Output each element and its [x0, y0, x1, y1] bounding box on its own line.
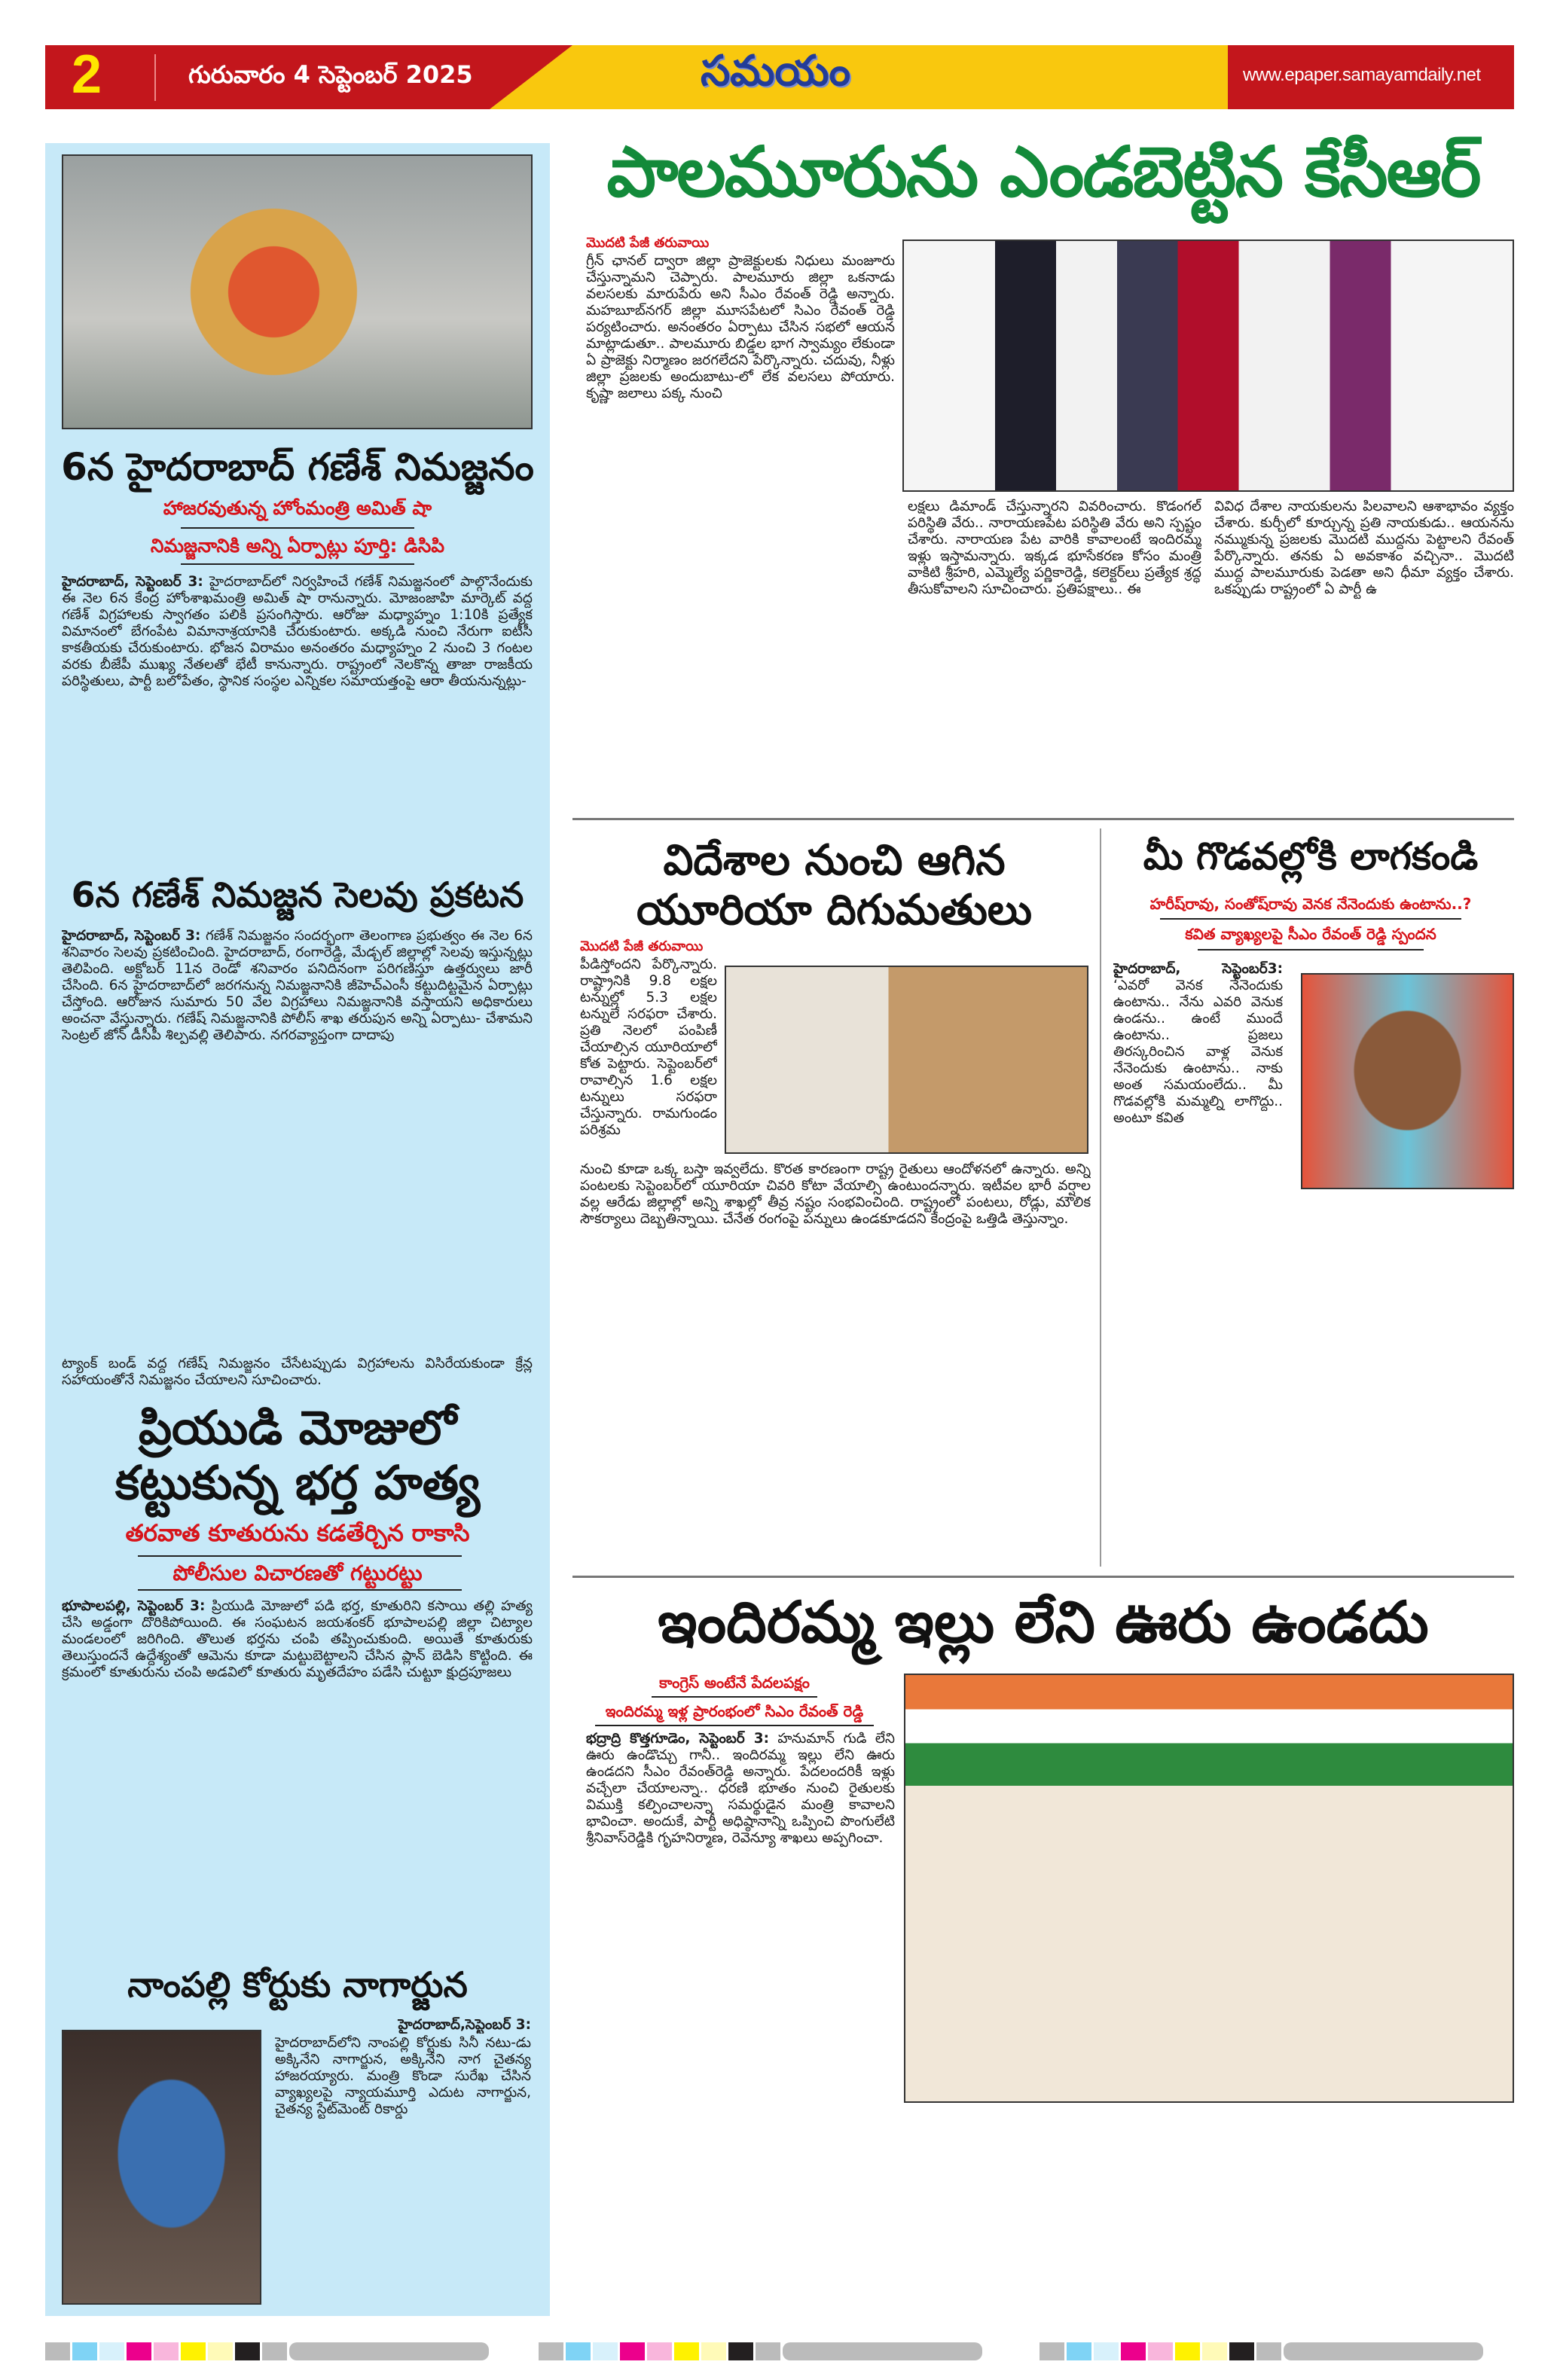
epaper-url[interactable]: www.epaper.samayamdaily.net: [1243, 65, 1481, 85]
header-divider: [154, 54, 156, 101]
article-text: ‘ఎవరో వెనక నేనెందుకు ఉంటాను.. నేను ఎవరి వెనుక ఉండను.. ఉంటే ముందే ఉంటాను.. ప్రజలు తిరస్కరించిన వాళ్ల వెనుక నేనెందుకు ఉంటాను.. నాకు అంత సమయంలేదు.. మీ గొడవల్లోకి మమ్మల్ని లాగొద్దు.. అంటూ కవిత: [1113, 978, 1283, 1126]
holiday-article-body: [62, 928, 533, 1350]
lead-article-col3: వివిధ దేశాల నాయకులను పిలవాలని ఆశాభావం వ్యక్తం చేశారు. కుర్చీలో కూర్చున్న ప్రతి నాయకుడు.. ఆయనను నమ్ముకున్న ప్రజలకు మొదటి ముద్దను పెట్టాలని రేవంత్ పేర్కొన్నారు. తనకు ఏ అవకాశం వచ్చినా.. మొదటి ముద్ద పాలమూరుకు పెడతా అని ధీమా వ్యక్తం చేశారు. ఒకప్పుడు రాష్ట్రంలో ఏ పార్టీ ఉ: [1214, 499, 1514, 597]
dateline: భూపాలపల్లి, సెప్టెంబర్ 3:: [62, 1598, 206, 1614]
ganesh-immersion-photo: [62, 154, 533, 429]
masthead-logo: సమయం: [701, 47, 850, 96]
indiramma-house-inauguration-photo: [904, 1674, 1514, 2103]
section-divider: [572, 1576, 1514, 1578]
article-text: ప్రియుడి మోజులో పడి భర్త, కూతురిని కసాయి తల్లి హత్య చేసి అడ్డంగా దొరికిపోయింది. ఈ సంఘటన జయశంకర్ భూపాలపల్లి జిల్లా చిట్యాల మండలంలో జరిగింది. తొలుత భర్తను చంపి తప్పించుకుంది. అయితే కూతురుకు తెలుస్తుందనే ఉద్దేశ్యంతో ఆమెను కూడా మట్టుబెట్టాలని చేసిన ప్లాన్ బెడిసి కొట్టింది. ఈ క్రమంలో కూతురును చంపి అడవిలో కూతురు మృతదేహం పడేసి చుట్టూ క్షుద్రపూజలు: [62, 1598, 533, 1680]
divider: [138, 1555, 462, 1557]
continued-kicker: మొదటి పేజీ తరువాయి: [586, 235, 710, 251]
murder-headline-line1: ప్రియుడి మోజులో: [138, 1400, 457, 1455]
dateline: హైదరాబాద్, సెప్టెంబర్3:: [1113, 961, 1283, 977]
ganesh-headline: 6న హైదరాబాద్ గణేశ్ నిమజ్జనం: [61, 445, 534, 489]
revanth-subhead-2: కవిత వ్యాఖ్యలపై సీఎం రేవంత్ రెడ్డి స్పందన: [1185, 925, 1436, 943]
article-text: గణేశ్ నిమజ్జనం సందర్భంగా తెలంగాణ ప్రభుత్వం ఈ నెల 6న శనివారం సెలవు ప్రకటించింది. హైదరాబాద్, రంగారెడ్డి, మేడ్చల్ జిల్లాల్లో సెలవు ఇస్తున్నట్లు తెలిపింది. అక్టోబర్ 11న రెండో శనివారం పనిదినంగా పరిగణిస్తూ ఉత్తర్వులు జారీ చేసింది. 6న హైదరాబాద్‌లో జరగనున్న నిమజ్జనానికి జీహెచ్‌ఎంసీ కట్టుదిట్టమైన ఏర్పాట్లు చేస్తోంది. ఆరోజున సుమారు 50 వేల విగ్రహాలు నిమజ్జనానికి వస్తాయని అధికారులు అంచనా వేస్తున్నారు. గణేష్ నిమజ్జనానికి పోలీస్ శాఖ తరుపున అన్ని ఏర్పాటు- చేశామని సెంట్రల్ జోన్ డీసీపీ శిల్పవల్లి తెలిపారు. నగరవ్యాప్తంగా దాదాపు: [62, 928, 533, 1043]
divider: [138, 1589, 462, 1591]
ganesh-subhead-1: హాజరవుతున్న హోంమంత్రి అమిత్ షా: [163, 497, 432, 519]
murder-subhead-1: తరవాత కూతురును కడతేర్చిన రాకాసి: [125, 1520, 470, 1547]
furnace-lighting-event-photo: [902, 240, 1514, 492]
urea-article-body: నుంచి కూడా ఒక్క బస్తా ఇవ్వలేదు. కొరత కారణంగా రాష్ట్ర రైతులు ఆందోళనలో ఉన్నారు. అన్ని పంటలకు సెప్టెంబర్‌లో యూరియా చివరి కోటా వేయాల్సి ఉంటుందన్నారు. ఇటీవల భారీ వర్షాల వల్ల ఆరేడు జిల్లాల్లో అన్ని శాఖల్లో తీవ్ర నష్టం సంభవించింది. రాష్ట్రంలో పంటలు, రోడ్లు, మౌలిక సౌకర్యాలు దెబ్బతిన్నాయి. చేనేత రంగంపై పన్నులు ఉండకూడదని కేంద్రంపై ఒత్తిడి తెస్తున్నాం.: [580, 1161, 1091, 1227]
dateline: హైదరాబాద్, సెప్టెంబర్ 3:: [62, 574, 203, 590]
indiramma-article-body: [586, 1731, 895, 2311]
murder-article-body: [62, 1598, 533, 1952]
dateline: భద్రాద్రి కొత్తగూడెం, సెప్టెంబర్ 3:: [586, 1731, 769, 1747]
lead-article-col2: లక్షలు డిమాండ్ చేస్తున్నారని వివరించారు. కొడంగల్ పరిస్థితి వేరు.. నారాయణపేట పరిస్థితి వేరు అని స్పష్టం చేశారు. నారాయణ పేట వారికి కావాలంటే ఇందిరమ్మ ఇళ్లు ఇస్తామన్నారు. ఇక్కడ భూసేకరణ కోసం మంత్రి వాకిటి శ్రీహరి, ఎమ్మెల్యే పర్ణికారెడ్డి, కలెక్టర్‌లు ప్రత్యేక శ్రద్ధ తీసుకోవాలని సూచించారు. ప్రతిపక్షాలు.. ఈ: [908, 499, 1201, 597]
dateline: హైదరాబాద్,సెప్టెంబర్ 3:: [398, 2017, 531, 2033]
color-registration-bar: [45, 2342, 489, 2360]
article-text: హైదరాబాద్‌లో నిర్వహించే గణేశ్ నిమజ్జనంలో పాల్గొనేందుకు ఈ నెల 6న కేంద్ర హోంశాఖమంత్రి అమిత్ షా రానున్నారు. మోజంజాహి మార్కెట్ వద్ద గణేశ్ విగ్రహాలకు స్వాగతం పలికి ప్రసంగిస్తారు. ఆరోజు మధ్యాహ్నం 1:10కి ప్రత్యేక విమానంలో బేగంపేట విమానాశ్రయానికి చేరుకుంటారు. అక్కడి నుంచి నేరుగా ఐటీసీ కాకతీయకు చేరుకుంటారు. భోజన విరామం అనంతరం మధ్యాహ్నం 2 నుంచి 3 గంటల వరకు బీజేపీ ముఖ్య నేతలతో భేటీ కానున్నారు. రాష్ట్రంలో నెలకొన్న తాజా రాజకీయ పరిస్థితులు, పార్టీ బలోపేతం, స్థానిక సంస్థల ఎన్నికల సమాయత్తంపై ఆరా తీయనున్నట్లు-: [62, 574, 533, 689]
holiday-headline: 6న గణేశ్ నిమజ్జన సెలవు ప్రకటన: [71, 874, 524, 915]
murder-headline-line2: కట్టుకున్న భర్త హత్య: [114, 1455, 481, 1510]
holiday-article-closing: ట్యాంక్ బండ్ వద్ద గణేష్ నిమజ్జనం చేసేటప్పుడు విగ్రహాలను విసిరేయకుండా క్రేన్ల సహాయంతోనే నిమజ్జనం చేయాలని సూచించారు.: [62, 1356, 533, 1388]
nagarjuna-article-body: హైదరాబాద్‌లోని నాంపల్లి కోర్టుకు సినీ నటు-డు అక్కినేని నాగార్జున, అక్కినేని నాగ చైతన్య హాజరయ్యారు. మంత్రి కొండా సురేఖ చేసిన వ్యాఖ్యలపై న్యాయమూర్తి ఎదుట నాగార్జున, చైతన్య స్టేట్‌మెంట్ రికార్డు: [275, 2035, 531, 2117]
nagarjuna-court-photo: [62, 2030, 261, 2305]
dateline: హైదరాబాద్, సెప్టెంబర్ 3:: [62, 928, 201, 944]
color-registration-bar: [539, 2342, 982, 2360]
murder-subhead-2: పోలీసుల విచారణతో గట్టురట్టు: [172, 1561, 423, 1585]
revanth-headline: మీ గొడవల్లోకి లాగకండి: [1143, 835, 1479, 878]
revanth-subhead-1: హరీష్‌రావు, సంతోష్‌రావు వెనక నేనెందుకు ఉంటాను..?: [1149, 895, 1472, 913]
divider: [181, 527, 414, 529]
indiramma-headline: ఇందిరమ్మ ఇల్లు లేని ఊరు ఉండదు: [658, 1588, 1429, 1655]
divider: [595, 1725, 874, 1726]
article-text: హనుమాన్ గుడి లేని ఊరు ఉండొచ్చు గానీ.. ఇందిరమ్మ ఇల్లు లేని ఊరు ఉండదని సీఎం రేవంత్‌రెడ్డి అన్నారు. పేదలందరికీ ఇళ్లు వచ్చేలా చేయాలన్నా.. ధరణి భూతం నుంచి రైతులకు విముక్తి కల్పించాలన్నా సమర్థుడైన మంత్రి కావాలని భావించా. అందుకే, పార్టీ అధిష్ఠానాన్ని ఒప్పించి పొంగులేటి శ్రీనివాస్‌రెడ్డికి గృహనిర్మాణ, రెవెన్యూ శాఖలు అప్పగించా.: [586, 1731, 895, 1846]
indiramma-subhead-2: ఇందిరమ్మ ఇళ్ల ప్రారంభంలో సిఎం రేవంత్ రెడ్డి: [605, 1702, 864, 1720]
urea-headline-line2: యూరియా దిగుమతులు: [637, 886, 1032, 935]
column-divider: [1100, 828, 1101, 1567]
lead-article-col1: గ్రీన్ ఛానల్ ద్వారా జిల్లా ప్రాజెక్టులకు నిధులు మంజూరు చేస్తున్నామని చెప్పారు. పాలమూరు జిల్లా ఒకనాడు వలసలకు మారుపేరు అని సీఎం రేవంత్ రెడ్డి అన్నారు. మహబూబ్‌నగర్ జిల్లా మూసపేటలో సిఎం రేవంత్ రెడ్డి పర్యటించారు. అనంతరం ఏర్పాటు చేసిన సభలో ఆయన మాట్లాడుతూ.. పాలమూరు బిడ్డల భాగ స్వామ్యం లేకుండా ఏ ప్రాజెక్టు నిర్మాణం జరగలేదని పేర్కొన్నారు. చదువు, నీళ్లు జిల్లా ప్రజలకు అందుబాటు-లో లేక వలసలు పోయారు. కృష్ణా జలాలు పక్క నుంచి: [586, 253, 895, 401]
urea-headline-line1: విదేశాల నుంచి ఆగిన: [663, 836, 1006, 885]
issue-date: గురువారం 4 సెప్టెంబర్ 2025: [188, 60, 473, 89]
revanth-article-body: [1113, 961, 1283, 1556]
continued-kicker: మొదటి పేజీ తరువాయి: [580, 938, 704, 954]
lead-headline: పాలమూరును ఎండబెట్టిన కేసీఆర్: [606, 132, 1480, 212]
ministers-meeting-photo: [725, 966, 1088, 1154]
ganesh-subhead-2: నిమజ్జనానికి అన్ని ఏర్పాట్లు పూర్తి: డిసిపి: [150, 535, 445, 557]
header-band-center: [490, 45, 1243, 109]
divider: [1160, 918, 1461, 920]
page-number: 2: [72, 44, 102, 105]
section-divider: [572, 818, 1514, 820]
divider: [652, 1696, 817, 1698]
divider: [181, 563, 414, 565]
ganesh-article-body: [62, 574, 533, 871]
revanth-reddy-photo: [1301, 973, 1514, 1189]
indiramma-subhead-1: కాంగ్రెస్ అంటేనే పేదలపక్షం: [659, 1674, 810, 1692]
divider: [1198, 949, 1424, 950]
nagarjuna-headline: నాంపల్లి కోర్టుకు నాగార్జున: [127, 1964, 468, 2005]
color-registration-bar: [1040, 2342, 1483, 2360]
urea-article-col: పీడిస్తోందని పేర్కొన్నారు. రాష్ట్రానికి 9.8 లక్షల టన్నుల్లో 5.3 లక్షల టన్నులే సరఫరా చేశారు. ప్రతి నెలలో పంపిణీ చేయాల్సిన యూరియాలో కోత పెట్టారు. సెప్టెంబర్‌లో రావాల్సిన 1.6 లక్షల టన్నులు సరఫరా చేస్తున్నారు. రామగుండం పరిశ్రమ: [580, 957, 717, 1138]
